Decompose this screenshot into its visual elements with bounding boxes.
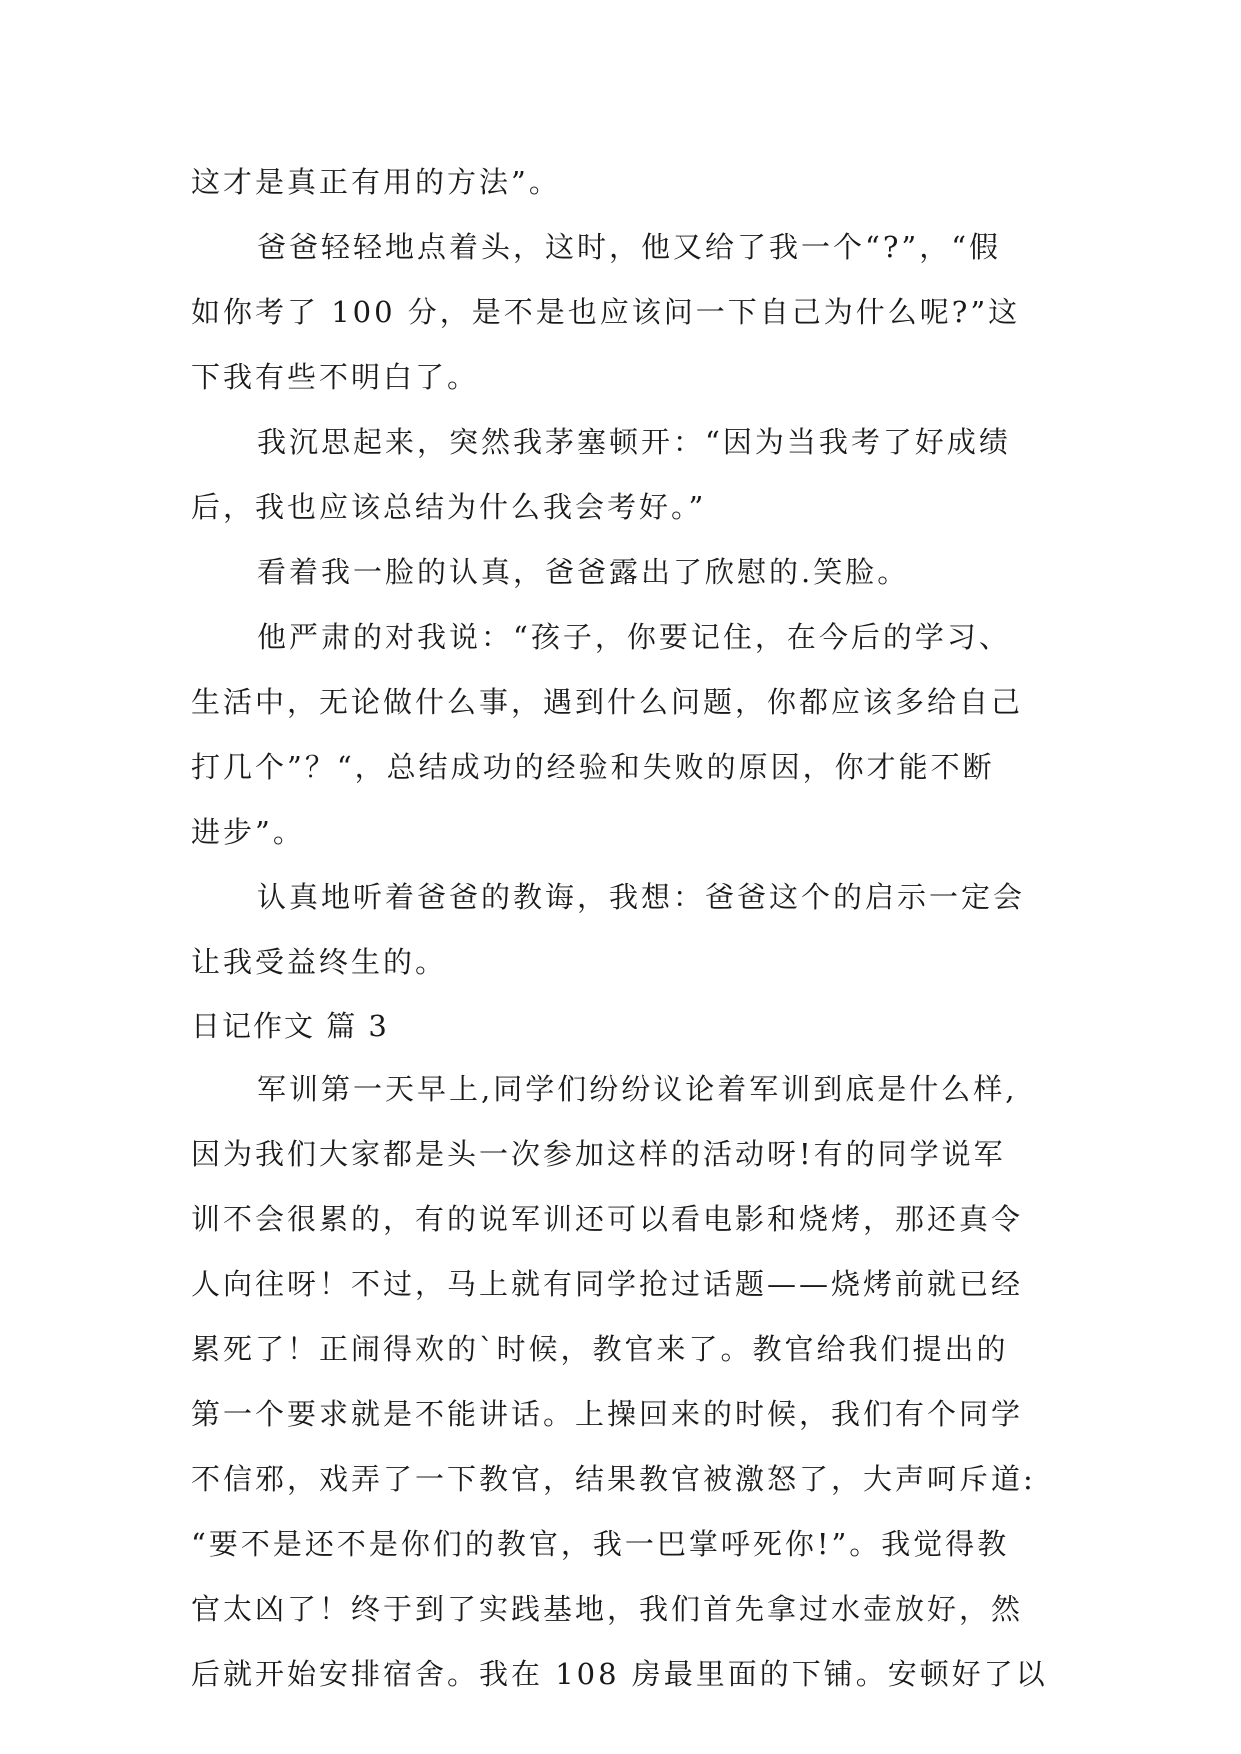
paragraph-line: 下我有些不明白了。 — [191, 360, 480, 394]
paragraph-line: 爸爸轻轻地点着头，这时，他又给了我一个“?”，“假 — [257, 230, 1002, 264]
paragraph-line: 后，我也应该总结为什么我会考好。” — [191, 490, 707, 524]
paragraph-line: 生活中，无论做什么事，遇到什么问题，你都应该多给自己 — [191, 685, 1024, 719]
paragraph-line: 人向往呀！不过，马上就有同学抢过话题——烧烤前就已经 — [191, 1267, 1024, 1301]
section-heading: 日记作文 篇 3 — [191, 1009, 389, 1043]
document-page — [191, 150, 1053, 1707]
paragraph-line: 如你考了 100 分，是不是也应该问一下自己为什么呢?”这 — [191, 295, 1021, 329]
paragraph-line: 因为我们大家都是头一次参加这样的活动呀!有的同学说军 — [191, 1137, 1006, 1171]
paragraph-line: 第一个要求就是不能讲话。上操回来的时候，我们有个同学 — [191, 1397, 1024, 1431]
paragraph-line: 后就开始安排宿舍。我在 108 房最里面的下铺。安顿好了以 — [191, 1657, 1048, 1691]
paragraph-line: 这才是真正有用的方法”。 — [191, 165, 561, 199]
paragraph-line: 我沉思起来，突然我茅塞顿开：“因为当我考了好成绩 — [257, 425, 1011, 459]
paragraph-line: 看着我一脸的认真，爸爸露出了欣慰的.笑脸。 — [257, 555, 910, 589]
paragraph-line: 不信邪，戏弄了一下教官，结果教官被激怒了，大声呵斥道: — [191, 1462, 1036, 1496]
paragraph-line: 打几个”？“，总结成功的经验和失败的原因，你才能不断 — [191, 750, 995, 784]
paragraph-line: 他严肃的对我说：“孩子，你要记住，在今后的学习、 — [257, 620, 1011, 654]
paragraph-line: 进步”。 — [191, 815, 305, 849]
paragraph-line: 累死了！正闹得欢的`时候，教官来了。教官给我们提出的 — [191, 1332, 1009, 1366]
paragraph-line: “要不是还不是你们的教官，我一巴掌呼死你!”。我觉得教 — [191, 1527, 1010, 1561]
paragraph-line: 训不会很累的，有的说军训还可以看电影和烧烤，那还真令 — [191, 1202, 1024, 1236]
paragraph-line: 官太凶了！终于到了实践基地，我们首先拿过水壶放好，然 — [191, 1592, 1024, 1626]
paragraph-line: 认真地听着爸爸的教诲，我想：爸爸这个的启示一定会 — [257, 880, 1026, 914]
paragraph-line: 让我受益终生的。 — [191, 945, 448, 979]
paragraph-line: 军训第一天早上,同学们纷纷议论着军训到底是什么样, — [257, 1072, 1018, 1106]
